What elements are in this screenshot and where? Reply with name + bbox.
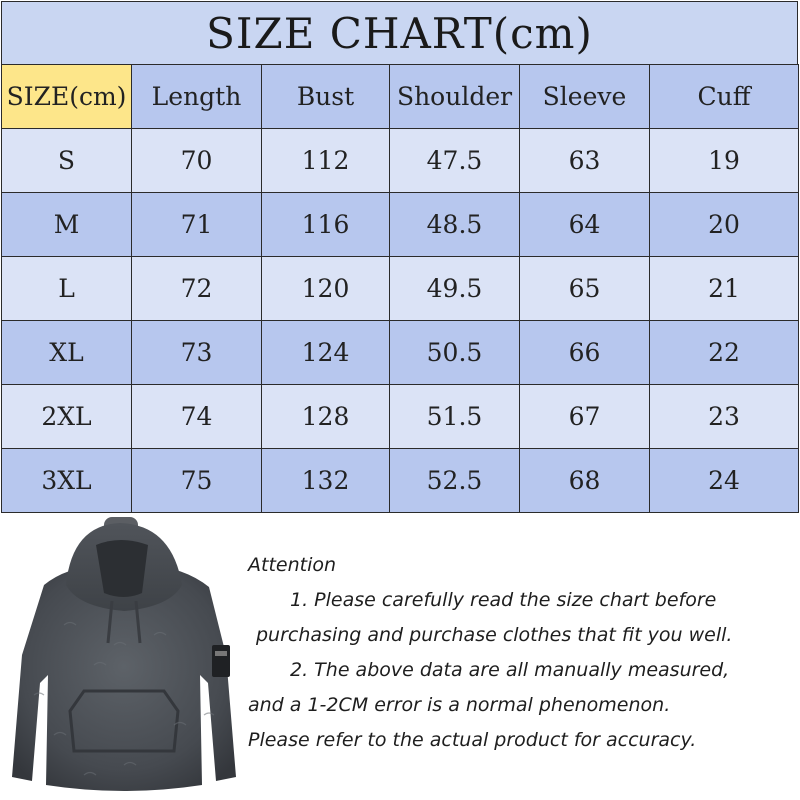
attention-line-1: 1. Please carefully read the size chart before [290, 589, 717, 611]
cell-shoulder: 48.5 [390, 193, 520, 257]
cell-cuff: 21 [650, 257, 799, 321]
cell-sleeve: 65 [520, 257, 650, 321]
cell-length: 72 [132, 257, 262, 321]
cell-bust: 112 [262, 129, 390, 193]
cell-shoulder: 50.5 [390, 321, 520, 385]
cell-cuff: 20 [650, 193, 799, 257]
cell-cuff: 23 [650, 385, 799, 449]
chart-title: SIZE CHART(cm) [1, 1, 798, 65]
cell-length: 73 [132, 321, 262, 385]
table-header-row [2, 65, 799, 129]
table-row [2, 321, 799, 385]
cell-length: 71 [132, 193, 262, 257]
cell-bust: 128 [262, 385, 390, 449]
header-length: Length [132, 65, 262, 129]
cell-cuff: 19 [650, 129, 799, 193]
header-size: SIZE(cm) [2, 65, 132, 129]
cell-shoulder: 47.5 [390, 129, 520, 193]
cell-size: XL [2, 321, 132, 385]
attention-note [248, 548, 796, 768]
cell-size: L [2, 257, 132, 321]
cell-sleeve: 67 [520, 385, 650, 449]
cell-shoulder: 49.5 [390, 257, 520, 321]
cell-sleeve: 66 [520, 321, 650, 385]
cell-shoulder: 52.5 [390, 449, 520, 513]
table-row [2, 257, 799, 321]
size-table [1, 64, 799, 513]
attention-heading: Attention [248, 554, 337, 576]
cell-shoulder: 51.5 [390, 385, 520, 449]
header-sleeve: Sleeve [520, 65, 650, 129]
table-row [2, 193, 799, 257]
attention-line-2: purchasing and purchase clothes that fit you well. [256, 624, 733, 646]
cell-sleeve: 64 [520, 193, 650, 257]
cell-size: M [2, 193, 132, 257]
attention-line-4: and a 1-2CM error is a normal phenomenon. [248, 694, 671, 716]
table-row [2, 385, 799, 449]
cell-size: 3XL [2, 449, 132, 513]
header-bust: Bust [262, 65, 390, 129]
cell-cuff: 24 [650, 449, 799, 513]
cell-bust: 124 [262, 321, 390, 385]
cell-sleeve: 68 [520, 449, 650, 513]
attention-line-3: 2. The above data are all manually measured, [290, 659, 730, 681]
hoodie-icon [4, 515, 244, 797]
header-cuff: Cuff [650, 65, 799, 129]
cell-size: 2XL [2, 385, 132, 449]
cell-length: 74 [132, 385, 262, 449]
cell-sleeve: 63 [520, 129, 650, 193]
table-row [2, 449, 799, 513]
cell-bust: 120 [262, 257, 390, 321]
cell-bust: 132 [262, 449, 390, 513]
table-row [2, 129, 799, 193]
attention-line-5: Please refer to the actual product for accuracy. [248, 729, 697, 751]
cell-bust: 116 [262, 193, 390, 257]
cell-size: S [2, 129, 132, 193]
cell-cuff: 22 [650, 321, 799, 385]
header-shoulder: Shoulder [390, 65, 520, 129]
cell-length: 70 [132, 129, 262, 193]
cell-length: 75 [132, 449, 262, 513]
